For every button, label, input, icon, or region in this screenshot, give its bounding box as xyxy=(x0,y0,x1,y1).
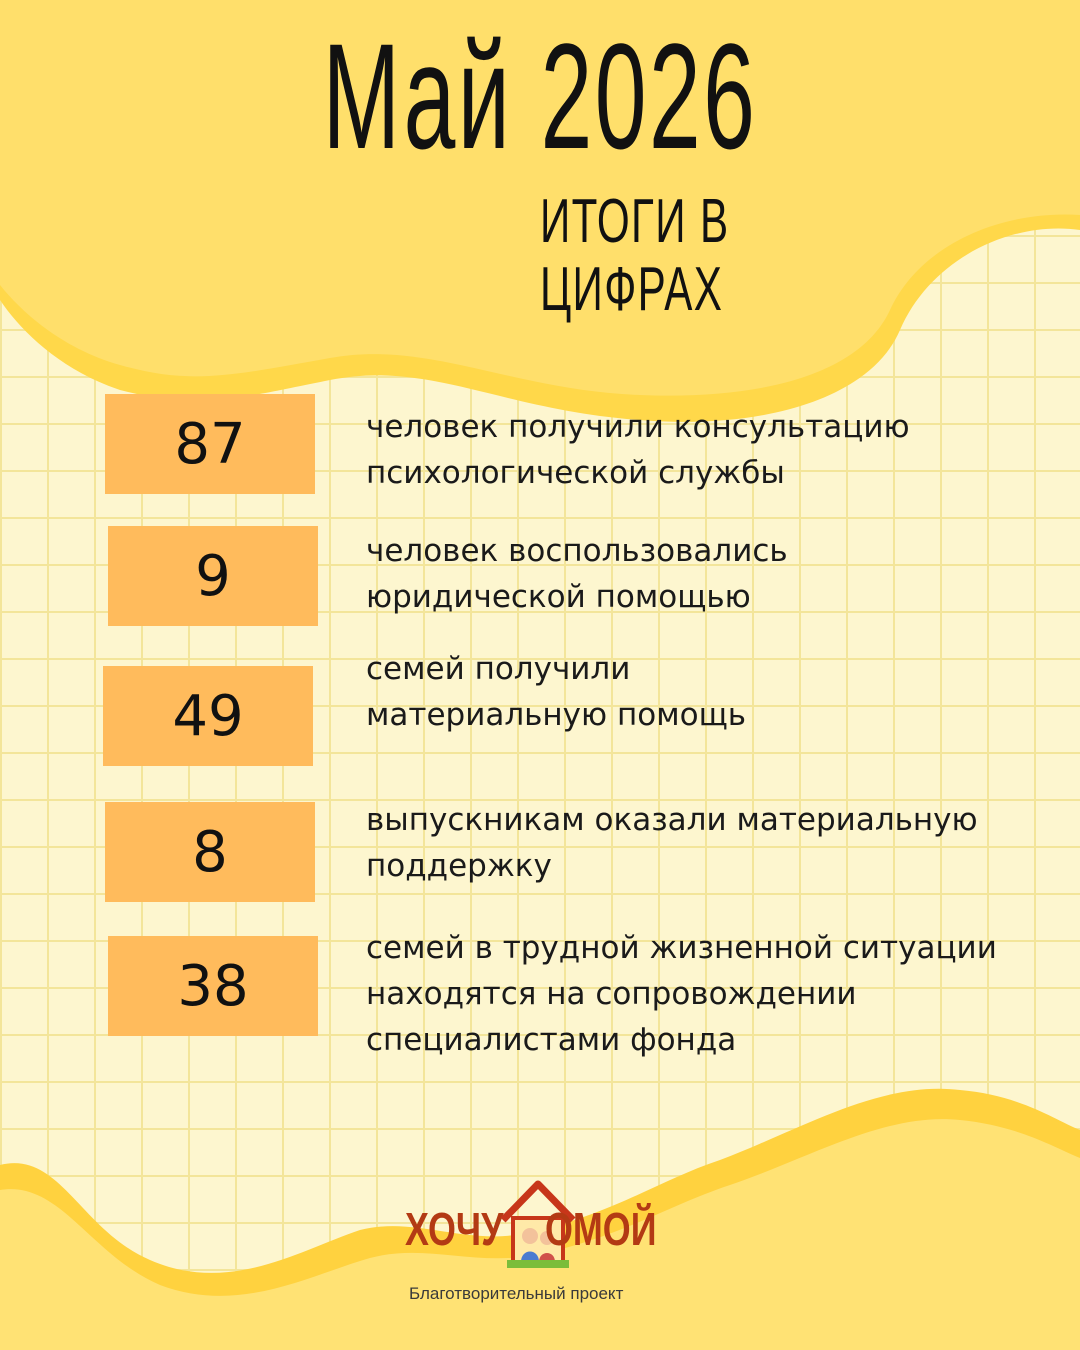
stat-description: семей в трудной жизненной ситуации находятся на сопровождении специалистами фонда xyxy=(366,930,997,1058)
stat-value-box: 8 xyxy=(105,802,315,902)
logo-word-right: ОМОЙ xyxy=(545,1203,657,1255)
stat-description: выпускникам оказали материальную поддержку xyxy=(366,802,978,884)
stat-description: человек получили консультацию психологической службы xyxy=(366,409,910,491)
stat-value-box: 9 xyxy=(108,526,318,626)
stat-description: семей получили материальную помощь xyxy=(366,651,747,733)
stat-value-box: 87 xyxy=(105,394,315,494)
project-logo xyxy=(405,1180,685,1310)
logo-caption: Благотворительный проект xyxy=(409,1284,624,1303)
stat-description: человек воспользовались юридической помощью xyxy=(366,533,788,615)
stat-value-box: 38 xyxy=(108,936,318,1036)
logo-word-left: ХОЧУ xyxy=(405,1203,504,1255)
page-subtitle: ИТОГИ В ЦИФРАХ xyxy=(540,187,730,325)
page-title: Май 2026 xyxy=(322,12,758,180)
stat-value-box: 49 xyxy=(103,666,313,766)
